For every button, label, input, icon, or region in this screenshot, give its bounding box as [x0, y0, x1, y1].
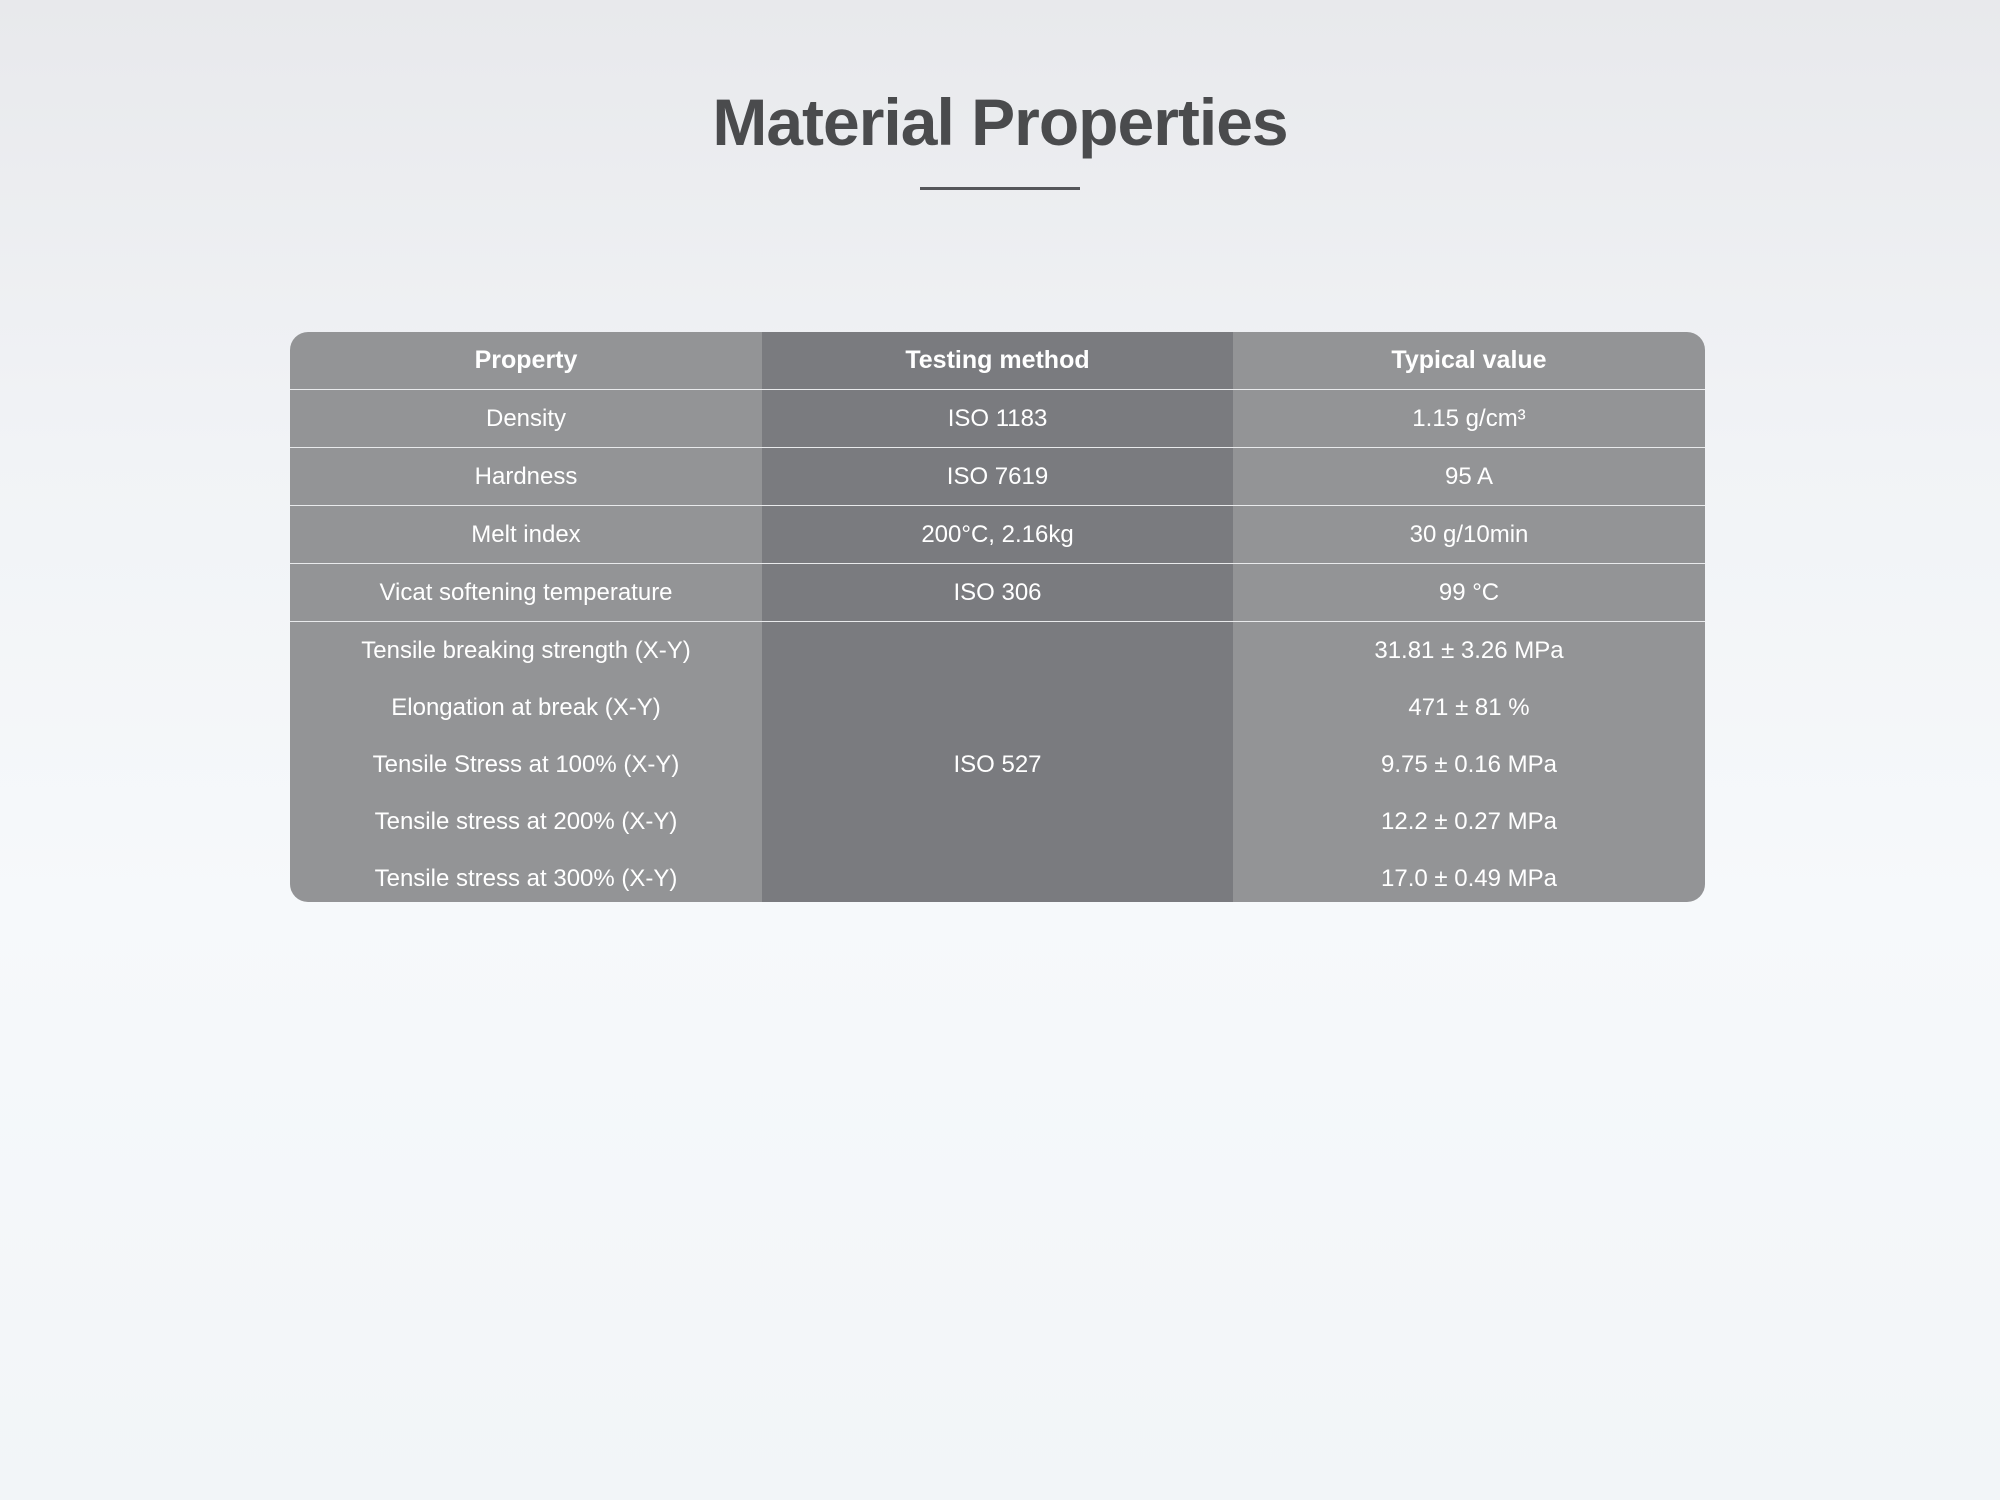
- cell-value: 471 ± 81 %: [1233, 679, 1705, 736]
- properties-table: [290, 332, 1705, 902]
- cell-method: ISO 306: [762, 564, 1233, 622]
- table-row: [290, 506, 1705, 564]
- cell-property: Tensile stress at 200% (X-Y): [290, 793, 762, 850]
- header-property: Property: [290, 332, 762, 390]
- cell-property: Melt index: [290, 506, 762, 564]
- cell-value: 95 A: [1233, 448, 1705, 506]
- cell-property: Density: [290, 390, 762, 448]
- cell-value: 31.81 ± 3.26 MPa: [1233, 622, 1705, 680]
- title-underline: [920, 187, 1080, 190]
- cell-value: 9.75 ± 0.16 MPa: [1233, 736, 1705, 793]
- table-header-row: [290, 332, 1705, 390]
- table-row: [290, 564, 1705, 622]
- header-typical-value: Typical value: [1233, 332, 1705, 390]
- cell-method-merged: ISO 527: [762, 622, 1233, 903]
- properties-table-container: [290, 332, 1705, 902]
- cell-value: 99 °C: [1233, 564, 1705, 622]
- header-testing-method: Testing method: [762, 332, 1233, 390]
- cell-property: Elongation at break (X-Y): [290, 679, 762, 736]
- cell-property: Vicat softening temperature: [290, 564, 762, 622]
- page-title: Material Properties: [712, 85, 1288, 159]
- cell-value: 17.0 ± 0.49 MPa: [1233, 850, 1705, 902]
- cell-value: 1.15 g/cm³: [1233, 390, 1705, 448]
- cell-property: Tensile Stress at 100% (X-Y): [290, 736, 762, 793]
- cell-property: Tensile stress at 300% (X-Y): [290, 850, 762, 902]
- cell-value: 12.2 ± 0.27 MPa: [1233, 793, 1705, 850]
- cell-method: ISO 1183: [762, 390, 1233, 448]
- cell-value: 30 g/10min: [1233, 506, 1705, 564]
- table-row: [290, 390, 1705, 448]
- cell-property: Tensile breaking strength (X-Y): [290, 622, 762, 680]
- table-row: [290, 622, 1705, 680]
- cell-method: ISO 7619: [762, 448, 1233, 506]
- cell-property: Hardness: [290, 448, 762, 506]
- cell-method: 200°C, 2.16kg: [762, 506, 1233, 564]
- table-row: [290, 448, 1705, 506]
